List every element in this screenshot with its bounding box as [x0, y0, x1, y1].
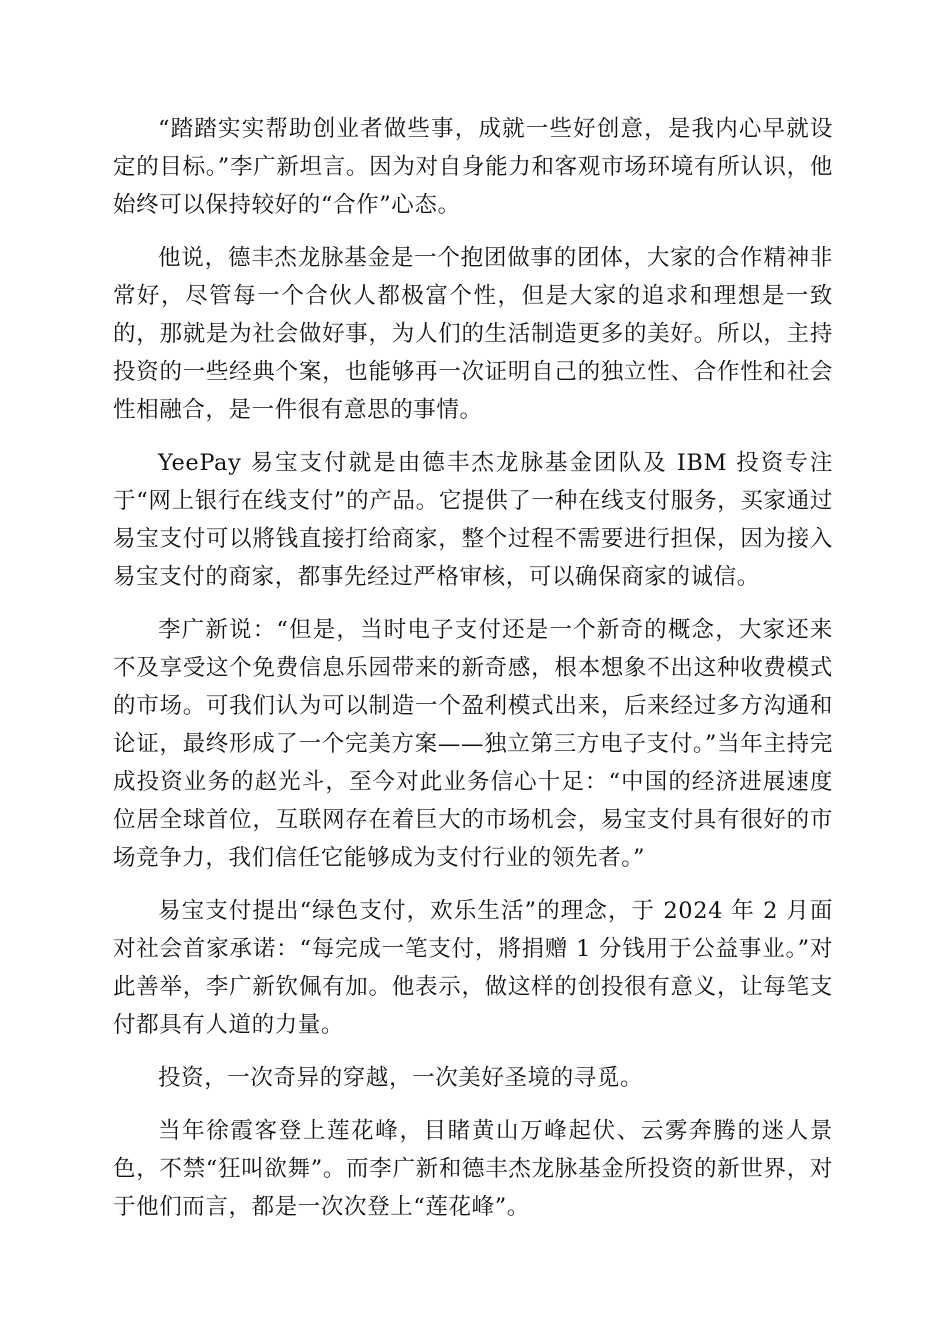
paragraph-3: YeePay 易宝支付就是由德丰杰龙脉基金团队及 IBM 投资专注于“网上银行在线支付”的产品。它提供了一种在线支付服务，买家通过易宝支付可以將钱直接打给商家，整个过程不需要进行担保，因为接入易宝支付的商家，都事先经过严格审核，可以确保商家的诚信。: [113, 450, 833, 590]
paragraph-5: 易宝支付提出“绿色支付，欢乐生活”的理念，于 2024 年 2 月面对社会首家承诺：“每完成一笔支付，將捐赠 1 分钱用于公益事业。”对此善举，李广新钦佩有加。他表示，做这样的创投很有意义，让每笔支付都具有人道的力量。: [113, 898, 833, 1038]
paragraph-4: 李广新说：“但是，当时电子支付还是一个新奇的概念，大家还来不及享受这个免费信息乐园带来的新奇感，根本想象不出这种收费模式的市场。可我们认为可以制造一个盈利模式出来，后来经过多方沟通和论证，最终形成了一个完美方案——独立第三方电子支付。”当年主持完成投资业务的赵光斗，至今对此业务信心十足：“中国的经济进展速度位居全球首位，互联网存在着巨大的市场机会，易宝支付具有很好的市场竞争力，我们信任它能够成为支付行业的领先者。”: [113, 617, 833, 871]
paragraph-6: 投资，一次奇异的穿越，一次美好圣境的寻觅。: [158, 1065, 644, 1091]
paragraph-7: 当年徐霞客登上莲花峰，目睹黄山万峰起伏、云雾奔腾的迷人景色，不禁“狂叫欲舞”。而李广新和德丰杰龙脉基金所投资的新世界，对于他们而言，都是一次次登上“莲花峰”。: [113, 1118, 833, 1220]
paragraph-2: 他说，德丰杰龙脉基金是一个抱团做事的团体，大家的合作精神非常好，尽管每一个合伙人都极富个性，但是大家的追求和理想是一致的，那就是为社会做好事，为人们的生活制造更多的美好。所以，主持投资的一些经典个案，也能够再一次证明自己的独立性、合作性和社会性相融合，是一件很有意思的事情。: [113, 245, 833, 423]
paragraph-1: “踏踏实实帮助创业者做些事，成就一些好创意，是我内心早就设定的目标。”李广新坦言。因为对自身能力和客观市场环境有所认识，他始终可以保持较好的“合作”心态。: [113, 116, 833, 218]
document-body: [113, 110, 833, 1241]
